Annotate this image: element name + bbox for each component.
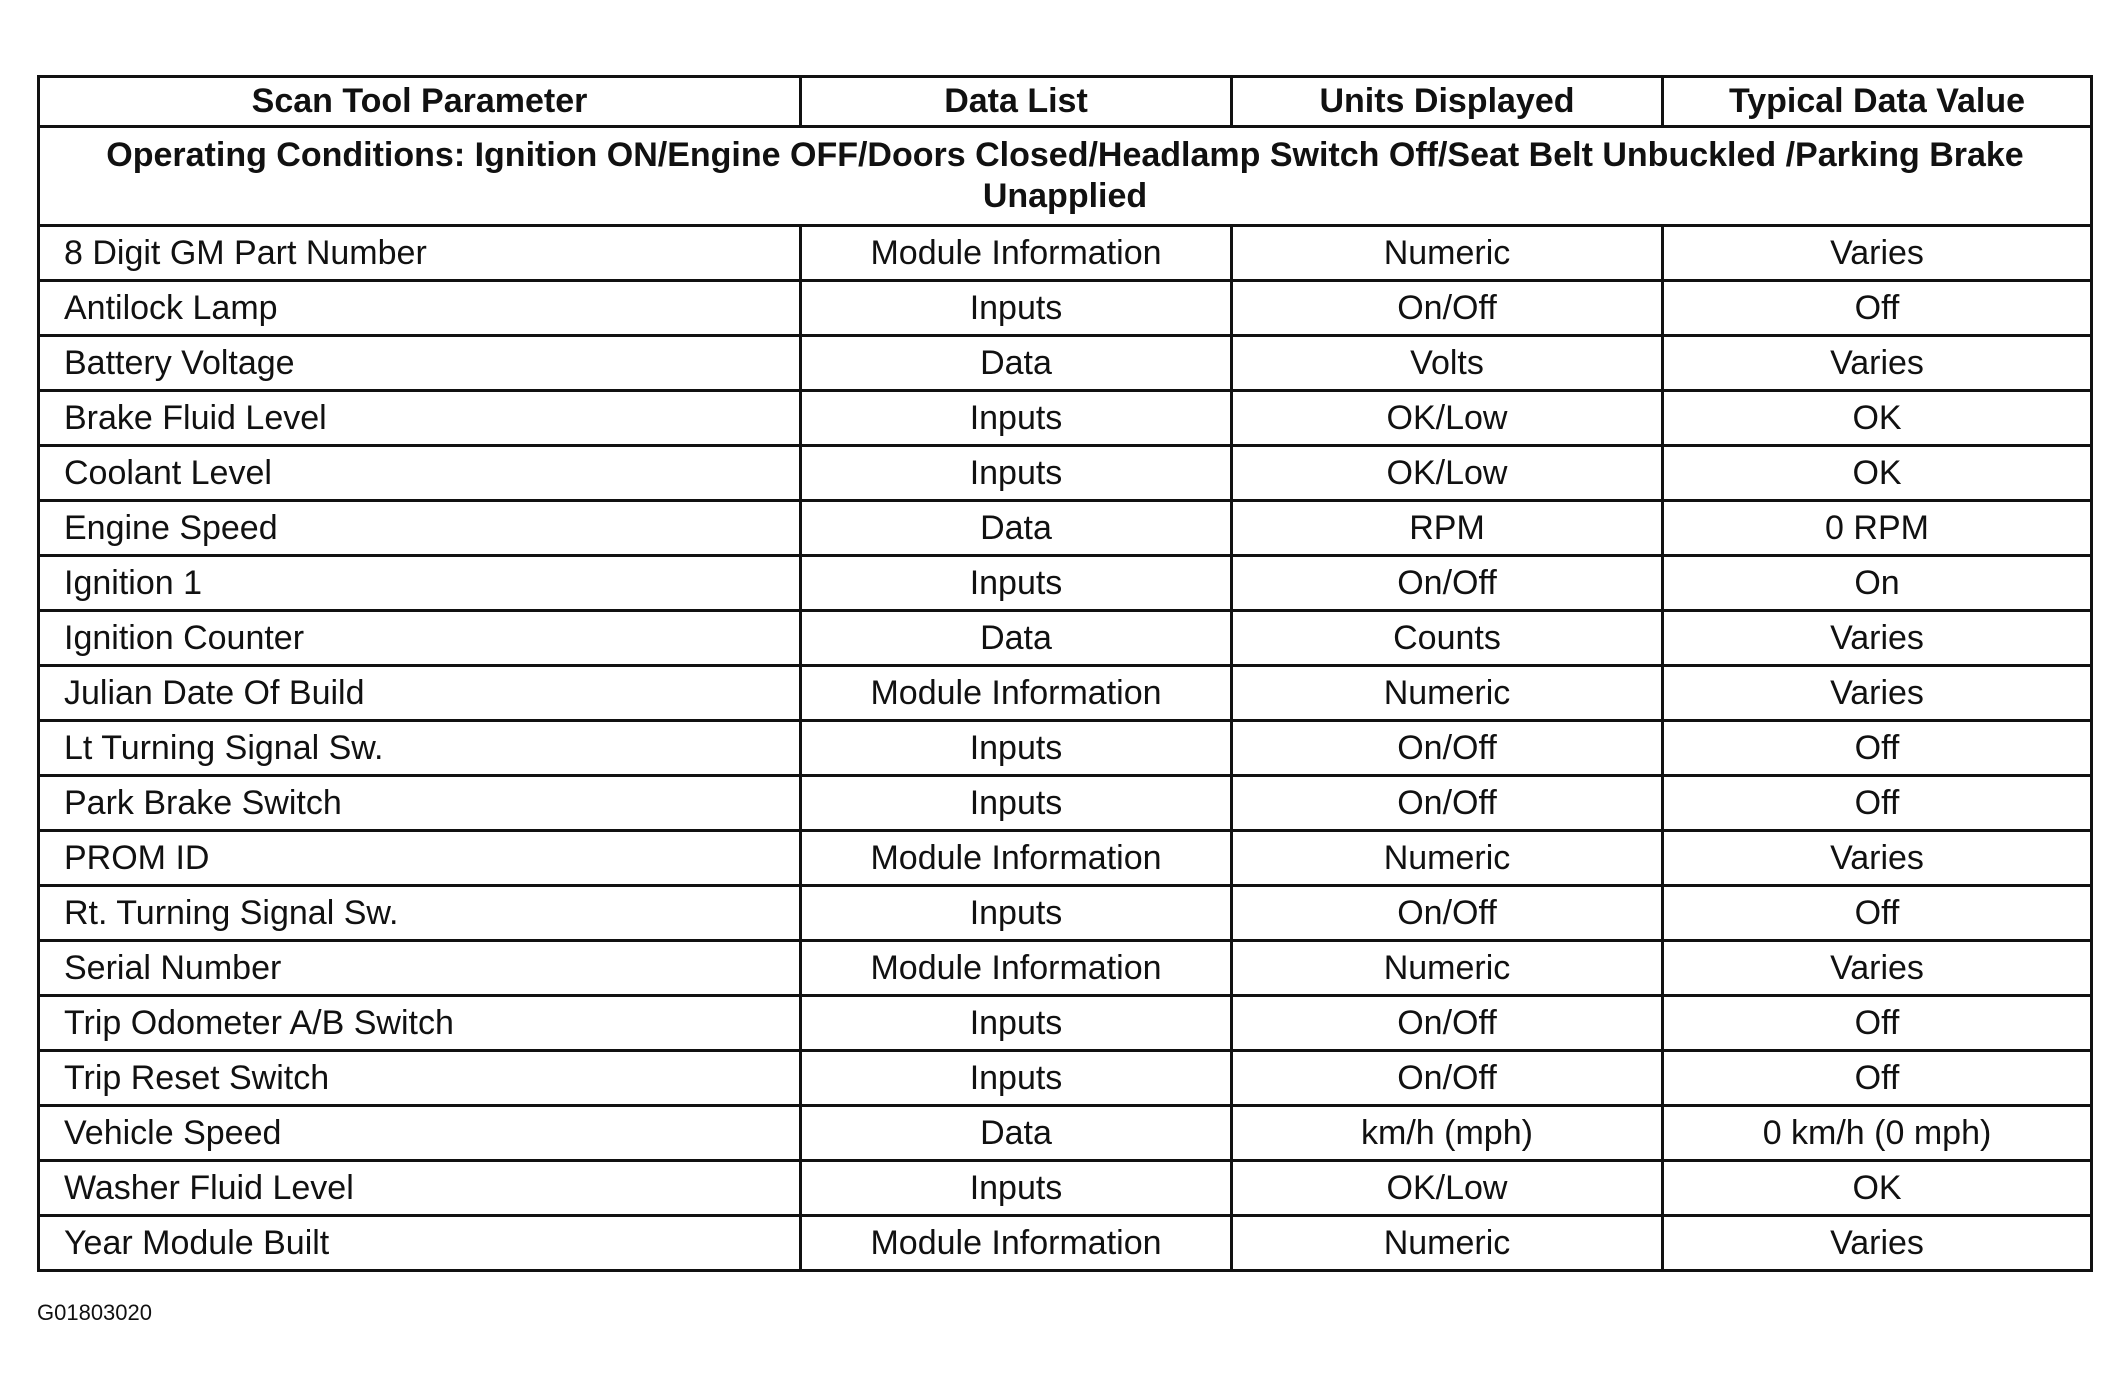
table-header-row	[39, 77, 2092, 127]
header-typical-data-value: Typical Data Value	[1663, 77, 2092, 127]
cell-units-displayed: OK/Low	[1232, 391, 1663, 446]
table-row	[39, 226, 2092, 281]
cell-units-displayed: Counts	[1232, 611, 1663, 666]
operating-conditions-row	[39, 127, 2092, 226]
cell-scan-tool-parameter: Year Module Built	[39, 1216, 801, 1271]
table-row	[39, 446, 2092, 501]
table-row	[39, 996, 2092, 1051]
cell-units-displayed: On/Off	[1232, 721, 1663, 776]
cell-scan-tool-parameter: Julian Date Of Build	[39, 666, 801, 721]
cell-data-list: Inputs	[801, 721, 1232, 776]
cell-scan-tool-parameter: Vehicle Speed	[39, 1106, 801, 1161]
table-row	[39, 1106, 2092, 1161]
cell-data-list: Inputs	[801, 1051, 1232, 1106]
cell-scan-tool-parameter: Brake Fluid Level	[39, 391, 801, 446]
cell-data-list: Data	[801, 501, 1232, 556]
cell-data-list: Module Information	[801, 831, 1232, 886]
cell-typical-data-value: Off	[1663, 721, 2092, 776]
operating-conditions: Operating Conditions: Ignition ON/Engine OFF/Doors Closed/Headlamp Switch Off/Seat Belt Unbuckled /Parking Brake Unapplied	[39, 127, 2092, 226]
cell-units-displayed: Volts	[1232, 336, 1663, 391]
cell-data-list: Module Information	[801, 941, 1232, 996]
cell-data-list: Inputs	[801, 446, 1232, 501]
table-row	[39, 721, 2092, 776]
cell-data-list: Data	[801, 1106, 1232, 1161]
table-row	[39, 666, 2092, 721]
scan-tool-data-sheet	[37, 75, 2090, 1272]
cell-units-displayed: OK/Low	[1232, 446, 1663, 501]
cell-typical-data-value: Off	[1663, 776, 2092, 831]
cell-units-displayed: OK/Low	[1232, 1161, 1663, 1216]
cell-typical-data-value: 0 km/h (0 mph)	[1663, 1106, 2092, 1161]
cell-data-list: Module Information	[801, 226, 1232, 281]
cell-scan-tool-parameter: Ignition Counter	[39, 611, 801, 666]
cell-units-displayed: Numeric	[1232, 941, 1663, 996]
cell-units-displayed: Numeric	[1232, 226, 1663, 281]
cell-scan-tool-parameter: Washer Fluid Level	[39, 1161, 801, 1216]
cell-scan-tool-parameter: Park Brake Switch	[39, 776, 801, 831]
cell-typical-data-value: Varies	[1663, 941, 2092, 996]
header-scan-tool-parameter: Scan Tool Parameter	[39, 77, 801, 127]
cell-scan-tool-parameter: Serial Number	[39, 941, 801, 996]
table-row	[39, 336, 2092, 391]
cell-units-displayed: Numeric	[1232, 1216, 1663, 1271]
cell-data-list: Inputs	[801, 391, 1232, 446]
table-row	[39, 1216, 2092, 1271]
cell-typical-data-value: On	[1663, 556, 2092, 611]
cell-units-displayed: On/Off	[1232, 776, 1663, 831]
cell-data-list: Data	[801, 336, 1232, 391]
cell-scan-tool-parameter: Ignition 1	[39, 556, 801, 611]
table-row	[39, 831, 2092, 886]
cell-data-list: Module Information	[801, 1216, 1232, 1271]
cell-typical-data-value: OK	[1663, 446, 2092, 501]
table-row	[39, 776, 2092, 831]
cell-units-displayed: km/h (mph)	[1232, 1106, 1663, 1161]
cell-data-list: Inputs	[801, 281, 1232, 336]
cell-typical-data-value: Varies	[1663, 666, 2092, 721]
cell-typical-data-value: Off	[1663, 886, 2092, 941]
cell-units-displayed: On/Off	[1232, 281, 1663, 336]
cell-scan-tool-parameter: Lt Turning Signal Sw.	[39, 721, 801, 776]
cell-scan-tool-parameter: Trip Odometer A/B Switch	[39, 996, 801, 1051]
table-row	[39, 941, 2092, 996]
cell-scan-tool-parameter: PROM ID	[39, 831, 801, 886]
header-data-list: Data List	[801, 77, 1232, 127]
cell-typical-data-value: Varies	[1663, 336, 2092, 391]
cell-data-list: Inputs	[801, 1161, 1232, 1216]
cell-typical-data-value: Varies	[1663, 1216, 2092, 1271]
cell-data-list: Inputs	[801, 776, 1232, 831]
cell-units-displayed: On/Off	[1232, 556, 1663, 611]
table-row	[39, 611, 2092, 666]
cell-units-displayed: On/Off	[1232, 996, 1663, 1051]
cell-data-list: Inputs	[801, 556, 1232, 611]
cell-typical-data-value: OK	[1663, 1161, 2092, 1216]
cell-scan-tool-parameter: Rt. Turning Signal Sw.	[39, 886, 801, 941]
table-row	[39, 556, 2092, 611]
cell-scan-tool-parameter: Antilock Lamp	[39, 281, 801, 336]
cell-units-displayed: RPM	[1232, 501, 1663, 556]
cell-typical-data-value: Varies	[1663, 831, 2092, 886]
cell-typical-data-value: Varies	[1663, 611, 2092, 666]
cell-data-list: Data	[801, 611, 1232, 666]
table-row	[39, 886, 2092, 941]
table-row	[39, 281, 2092, 336]
cell-units-displayed: On/Off	[1232, 886, 1663, 941]
cell-units-displayed: On/Off	[1232, 1051, 1663, 1106]
table-row	[39, 1051, 2092, 1106]
scan-tool-data-table	[37, 75, 2093, 1272]
cell-typical-data-value: Off	[1663, 1051, 2092, 1106]
header-units-displayed: Units Displayed	[1232, 77, 1663, 127]
cell-typical-data-value: 0 RPM	[1663, 501, 2092, 556]
cell-data-list: Inputs	[801, 886, 1232, 941]
cell-scan-tool-parameter: Coolant Level	[39, 446, 801, 501]
cell-scan-tool-parameter: Battery Voltage	[39, 336, 801, 391]
cell-scan-tool-parameter: Engine Speed	[39, 501, 801, 556]
cell-units-displayed: Numeric	[1232, 831, 1663, 886]
cell-data-list: Module Information	[801, 666, 1232, 721]
cell-typical-data-value: OK	[1663, 391, 2092, 446]
table-row	[39, 1161, 2092, 1216]
cell-typical-data-value: Off	[1663, 996, 2092, 1051]
cell-scan-tool-parameter: 8 Digit GM Part Number	[39, 226, 801, 281]
figure-id: G01803020	[37, 1300, 152, 1325]
cell-units-displayed: Numeric	[1232, 666, 1663, 721]
cell-scan-tool-parameter: Trip Reset Switch	[39, 1051, 801, 1106]
table-row	[39, 391, 2092, 446]
cell-data-list: Inputs	[801, 996, 1232, 1051]
table-row	[39, 501, 2092, 556]
cell-typical-data-value: Varies	[1663, 226, 2092, 281]
cell-typical-data-value: Off	[1663, 281, 2092, 336]
